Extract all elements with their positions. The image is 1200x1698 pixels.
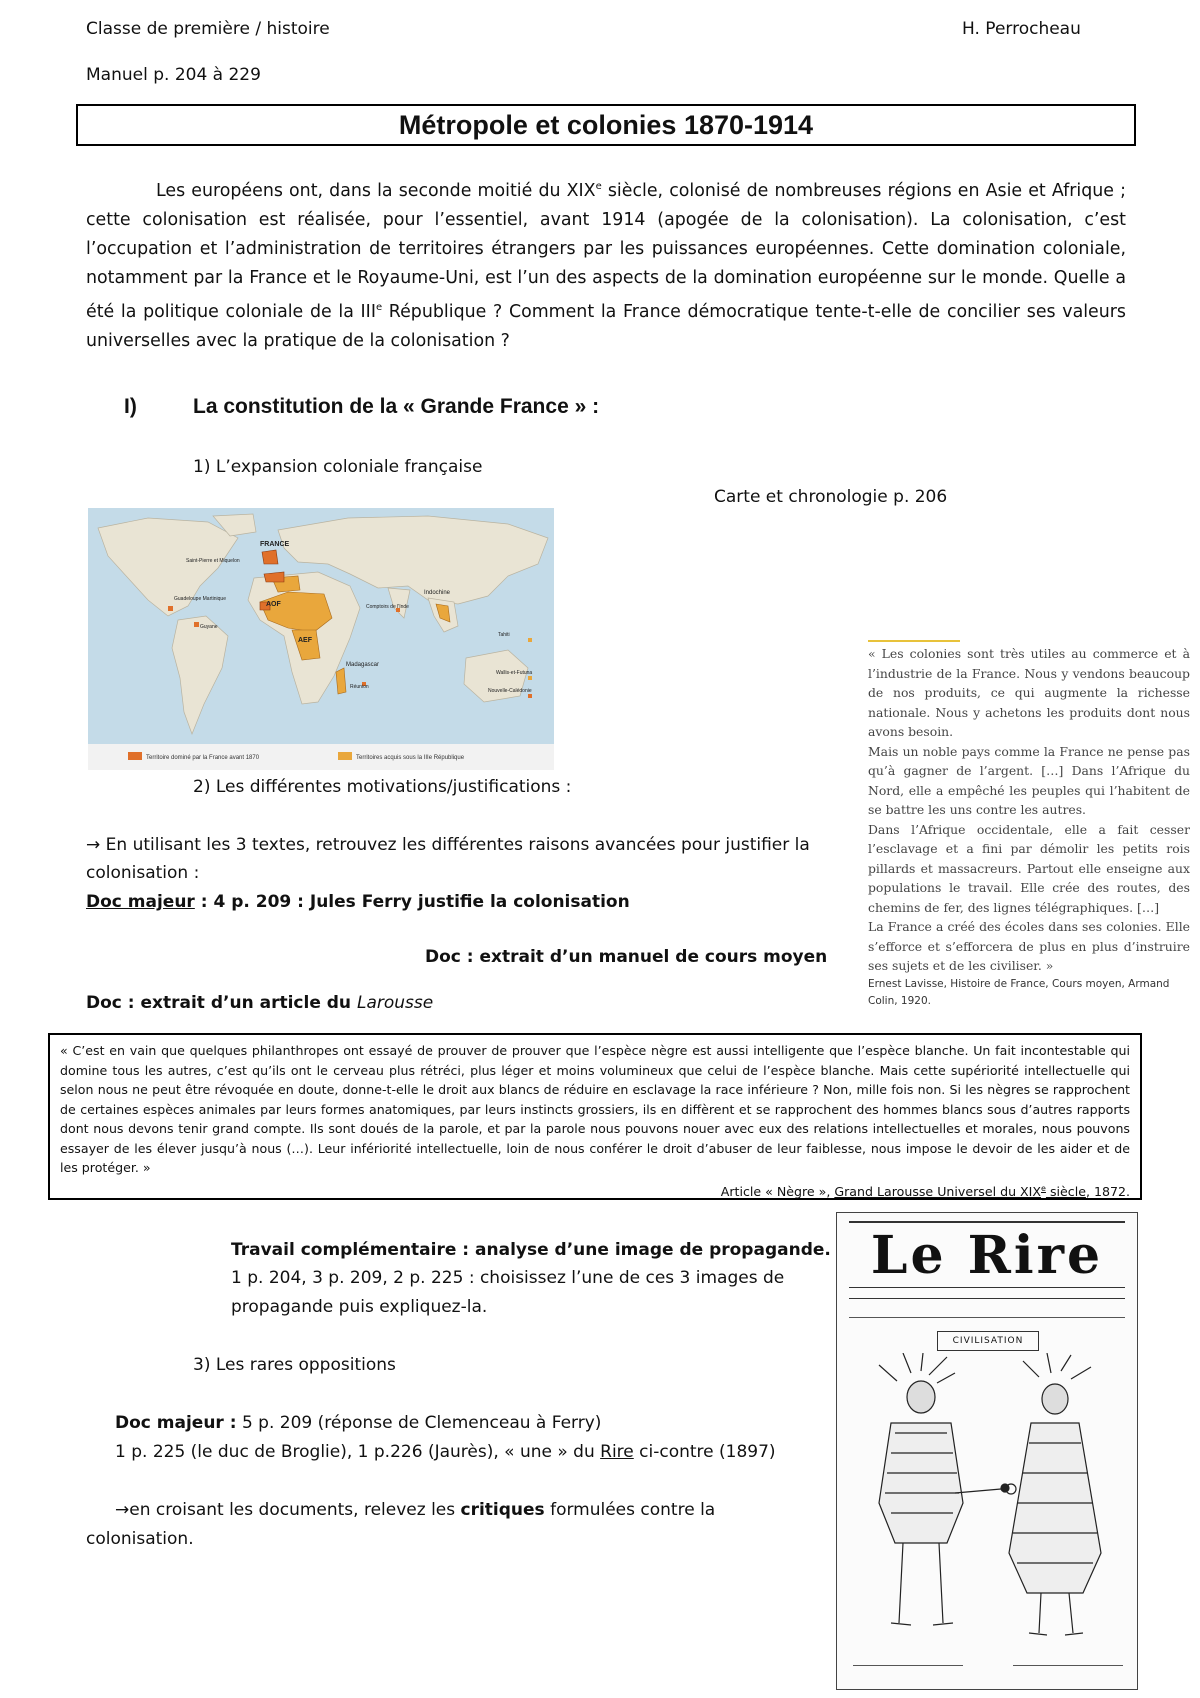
critiques-instruction-1: →en croisant les documents, relevez les critiques formulées contre la — [115, 1500, 716, 1520]
map-label-aef: AEF — [298, 637, 312, 644]
caption-rule-left — [853, 1665, 963, 1666]
map-label-comptoirs: Comptoirs de l'Inde — [366, 604, 409, 610]
map-label-aof: AOF — [266, 601, 281, 608]
map-label-tahiti: Tahiti — [498, 632, 510, 638]
travail-line-1: 1 p. 204, 3 p. 209, 2 p. 225 : choisissez l’une de ces 3 images de — [231, 1268, 785, 1288]
le-rire-masthead: Le Rire — [870, 1225, 1104, 1286]
manuel-text-source: Ernest Lavisse, Histoire de France, Cours moyen, Armand Colin, 1920. — [868, 977, 1170, 1007]
subsection-3-title: 3) Les rares oppositions — [193, 1355, 396, 1375]
legend-swatch-after — [338, 752, 352, 760]
page-title: Métropole et colonies 1870-1914 — [76, 104, 1136, 146]
manuel-text-document — [868, 640, 1190, 1008]
travail-title: Travail complémentaire : analyse d’une image de propagande. — [231, 1240, 831, 1260]
section-number: I) — [124, 395, 137, 418]
map-label-reunion: Réunion — [350, 684, 369, 690]
map-label-indochine: Indochine — [424, 590, 451, 596]
cover-subtitle-band — [849, 1287, 1125, 1299]
map-label-caledonie: Nouvelle-Calédonie — [488, 688, 532, 694]
map-label-wallis: Wallis-et-Futuna — [496, 670, 533, 676]
doc-major-clemenceau: Doc majeur : 5 p. 209 (réponse de Clemenceau à Ferry) — [115, 1413, 602, 1433]
map-label-france: FRANCE — [260, 541, 290, 548]
intro-paragraph: Les européens ont, dans la seconde moitié du XIXe siècle, colonisé de nombreuses régions en Asie et Afrique ; cette colonisation est réalisée, pour l’essentiel, avant 1914 (apogée de la colonisation). La colonisation, c’est l’occupation et l’administration de territoires étrangers par les puissances européennes. Cette domination coloniale, notamment par la France et le Royaume-Uni, est l’un des aspects de la domination européenne sur le monde. Quelle a été la politique coloniale de la IIIe République ? Comment la France démocratique tente-t-elle de concilier ses valeurs universelles avec la pratique de la colonisation ? — [86, 180, 1126, 351]
legend-swatch-before — [128, 752, 142, 760]
header-class: Classe de première / histoire — [86, 19, 330, 39]
instruction-line-1: → En utilisant les 3 textes, retrouvez les différentes raisons avancées pour justifier la — [86, 835, 810, 855]
map-label-guadeloupe: Guadeloupe Martinique — [174, 596, 226, 602]
legend-after: Territoires acquis sous la IIIe République — [356, 755, 465, 761]
document-accent-rule — [868, 640, 960, 642]
larousse-quote-text: « C’est en vain que quelques philanthropes ont essayé de prouver de prouver que l’espèce nègre est aussi intelligente que l’espèce blanche. Un fait incontestable qui domine tous les autres, c’est qu’ils ont le cerveau plus rétréci, plus léger et moins volumineux que celui de l’espèce blanche. Mais cette supériorité intellectuelle qui selon nous ne peut être révoquée en doute, donne-t-elle le droit aux blancs de réduire en esclavage la race inférieure ? Non, mille fois non. Si les nègres se rapprochent de certaines espèces animales par leurs formes anatomiques, par leurs instincts grossiers, ils en diffèrent et se rapprochent des hommes blancs sous d’autres rapports dont nous devons tenir grand compte. Ils sont doués de la parole, et par la parole nous pouvons nouer avec eux des relations intellectuelles et morales, nous pouvons essayer de les élever jusqu’à nous (…). Leur infériorité intellectuelle, loin de nous conférer le droit d’abuser de leur faiblesse, nous impose le devoir de les aider et de les protéger. » — [60, 1043, 1130, 1175]
map-label-spm: Saint-Pierre et Miquelon — [186, 558, 240, 564]
section-title: La constitution de la « Grande France » : — [193, 395, 600, 418]
doc-manuel-label: Doc : extrait d’un manuel de cours moyen — [425, 947, 828, 967]
header-manual: Manuel p. 204 à 229 — [86, 65, 261, 85]
map-label-guyane: Guyane — [200, 624, 218, 630]
critiques-instruction-2: colonisation. — [86, 1529, 194, 1549]
opposition-docs-line: 1 p. 225 (le duc de Broglie), 1 p.226 (Jaurès), « une » du Rire ci-contre (1897) — [115, 1442, 776, 1462]
manuel-text-body: « Les colonies sont très utiles au commerce et à l’industrie de la France. Nous y vendons beaucoup de nos produits, ce qui augmente la richesse nationale. Nous y achetons les produits dont nous avons besoin. Mais un noble pays comme la France ne pense pas qu’à gagner de l’argent. […] Dans l’Afrique du Nord, elle a empêché les peuples qui l’habitent de se battre les uns contre les autres. Dans l’Afrique occidentale, elle a fait cesser l’esclavage et a fini par démolir les petits rois pillards et massacreurs. Partout elle enseigne aux populations le travail. Elle crée des routes, des chemins de fer, des lignes télégraphiques. […] La France a créé des écoles dans ses colonies. Elle s’efforce et s’efforcera de plus en plus d’instruire ses sujets et de les civiliser. » — [868, 646, 1190, 973]
travail-line-2: propagande puis expliquez-la. — [231, 1297, 488, 1317]
map-label-madagascar: Madagascar — [346, 662, 380, 668]
cover-top-rule — [849, 1221, 1125, 1223]
legend-before: Territoire dominé par la France avant 1870 — [146, 755, 260, 761]
subsection-1-reference: Carte et chronologie p. 206 — [714, 487, 948, 507]
subsection-2-title: 2) Les différentes motivations/justifications : — [193, 777, 572, 797]
doc-larousse-label: Doc : extrait d’un article du Larousse — [86, 993, 434, 1013]
doc-major-ferry: Doc majeur : 4 p. 209 : Jules Ferry justifie la colonisation — [86, 892, 630, 912]
civilisation-banner: CIVILISATION — [937, 1331, 1039, 1351]
larousse-quote-box — [48, 1033, 1142, 1200]
le-rire-cover-image — [836, 1212, 1138, 1690]
colonial-map — [88, 508, 554, 770]
larousse-quote-source: Article « Nègre », Grand Larousse Universel du XIXe siècle, 1872. — [720, 1183, 1130, 1199]
caption-rule-right — [1013, 1665, 1123, 1666]
cover-divider — [849, 1317, 1125, 1318]
caricature-figures-illustration — [851, 1353, 1123, 1673]
header-author: H. Perrocheau — [962, 19, 1081, 39]
subsection-1-title: 1) L’expansion coloniale française — [193, 457, 483, 477]
instruction-line-2: colonisation : — [86, 863, 200, 883]
